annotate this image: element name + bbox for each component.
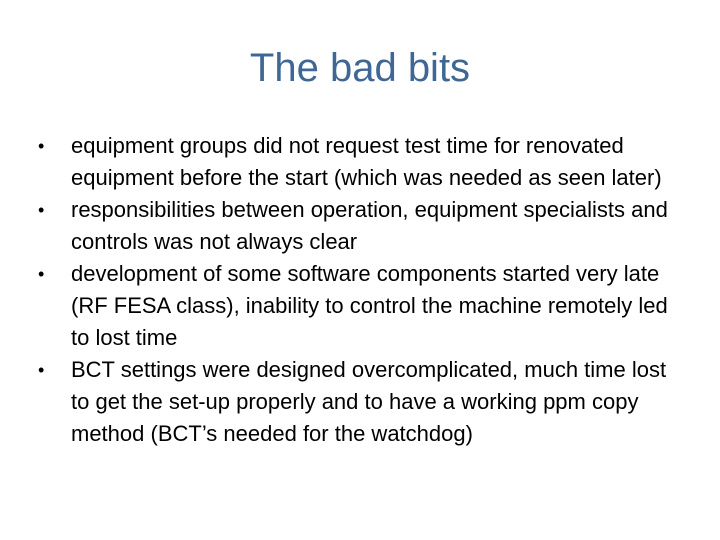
bullet-item: [38, 130, 678, 194]
bullet-item: [38, 354, 678, 450]
bullet-icon: •: [38, 200, 45, 220]
bullet-icon: •: [38, 264, 45, 284]
slide-title: The bad bits: [249, 46, 471, 90]
bullet-text: development of some software components started very late (RF FESA class), inability to control the machine remotely led to lost time: [71, 261, 668, 350]
bullet-icon: •: [38, 360, 45, 380]
bullet-text: BCT settings were designed overcomplicated, much time lost to get the set-up properly and to have a working ppm copy method (BCT’s needed for the watchdog): [71, 357, 667, 446]
bullet-text: equipment groups did not request test time for renovated equipment before the start (which was needed as seen later): [71, 133, 662, 190]
bullet-item: [38, 258, 678, 354]
bullet-icon: •: [38, 136, 45, 156]
bullet-item: [38, 194, 678, 258]
bullet-list: [38, 130, 678, 450]
bullet-text: responsibilities between operation, equipment specialists and controls was not always clear: [71, 197, 668, 254]
